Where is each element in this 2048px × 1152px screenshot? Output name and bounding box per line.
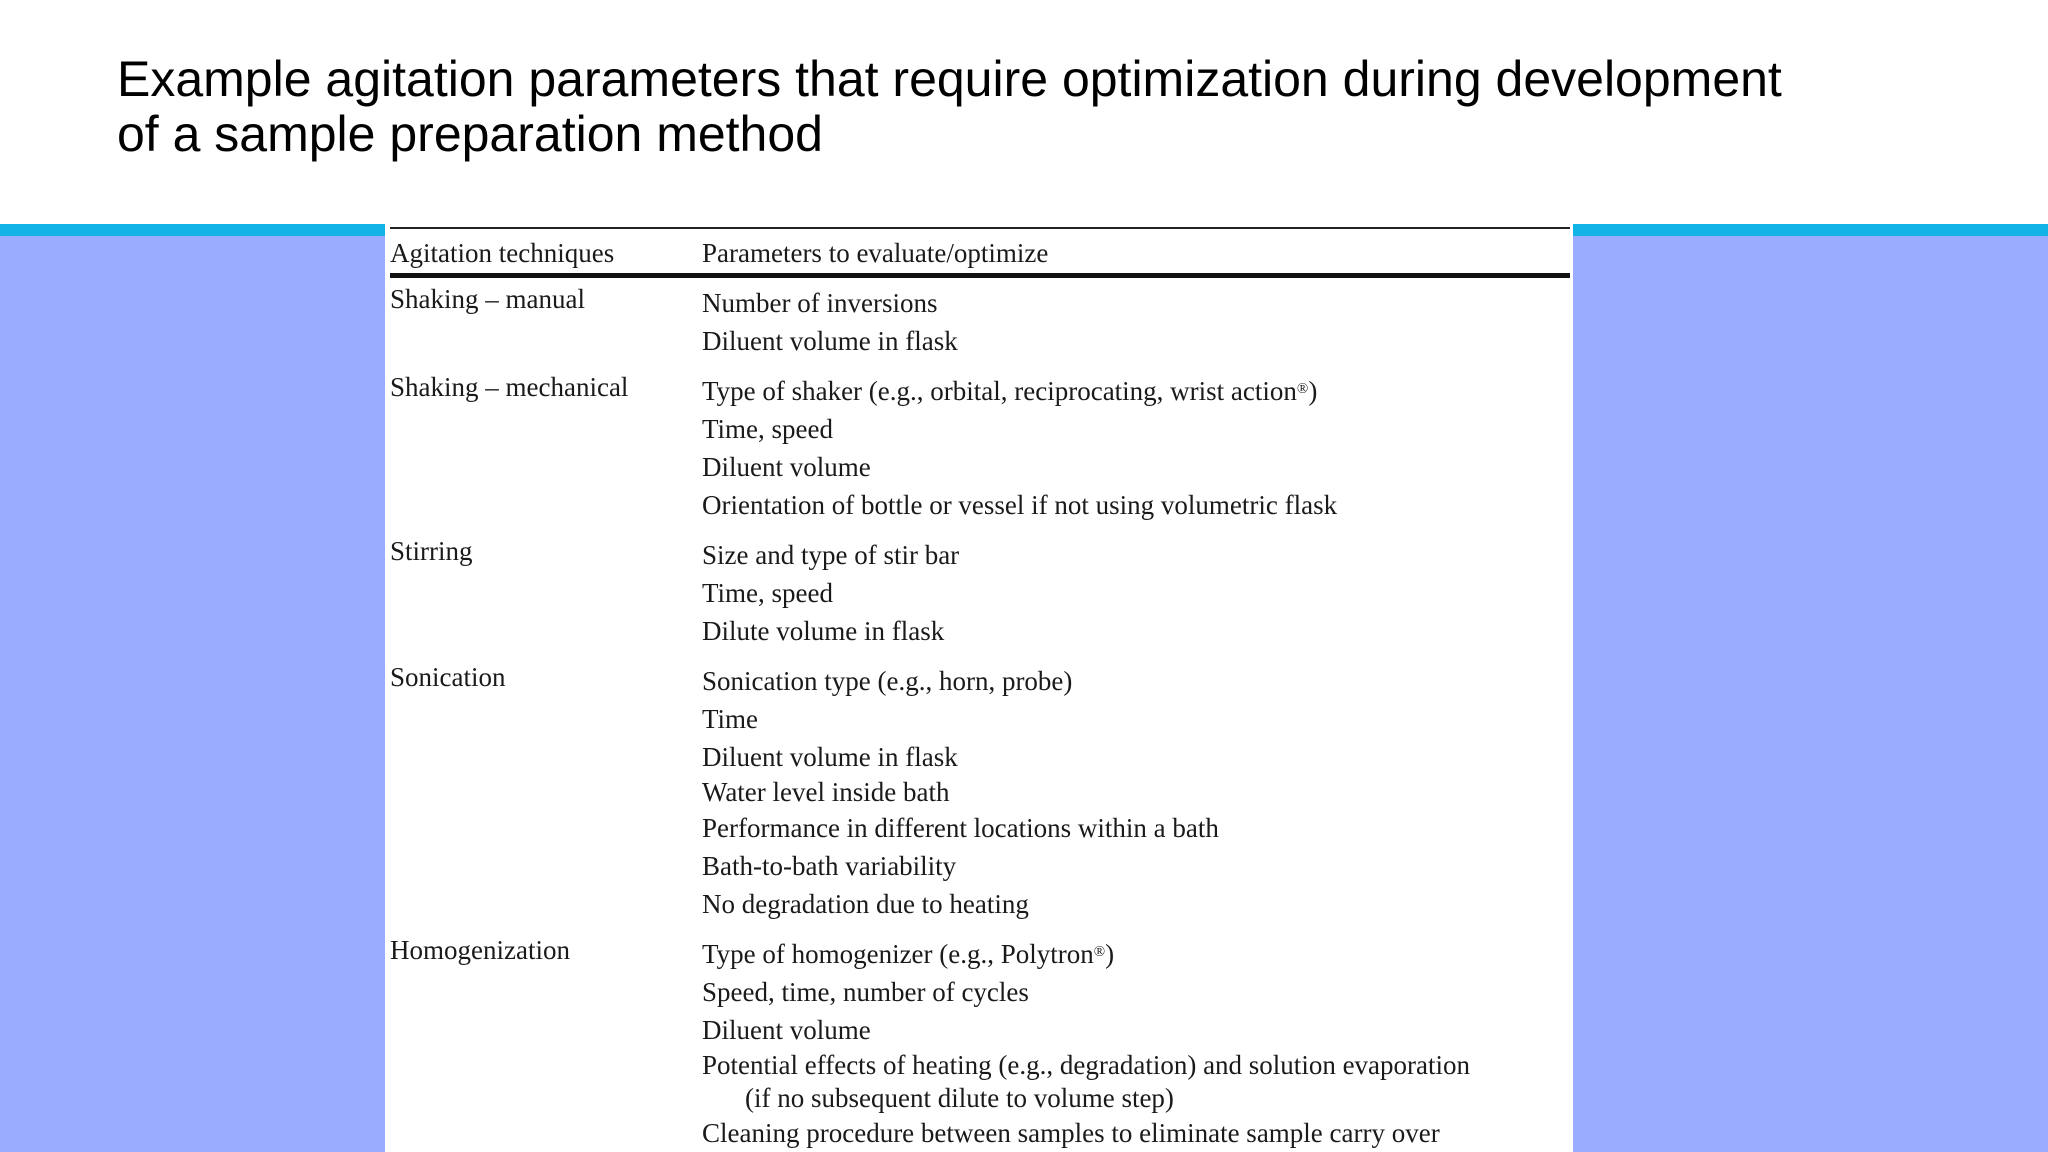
parameter-item: Time [702, 704, 759, 734]
parameter-item [702, 935, 1570, 973]
slide-title [117, 52, 1997, 162]
slide-title-line-2: of a sample preparation method [117, 106, 823, 162]
parameter-item: Diluent volume in flask [702, 742, 958, 772]
table-row [390, 366, 1570, 530]
parameter-item: Speed, time, number of cycles [702, 977, 1029, 1007]
parameter-item: Size and type of stir bar [702, 540, 960, 570]
parameter-item: Time, speed [702, 414, 834, 444]
technique-cell: Shaking – mechanical [390, 372, 629, 402]
technique-cell: Shaking – manual [390, 284, 585, 314]
parameter-item: Diluent volume in flask [702, 326, 958, 356]
agitation-parameters-table [390, 227, 1570, 1152]
table-header-row [390, 228, 1570, 276]
parameters-cell [702, 656, 1570, 929]
parameter-item-continued: (if no subsequent dilute to volume step) [745, 1083, 1174, 1113]
table-row [390, 276, 1570, 367]
registered-mark: ® [1093, 944, 1106, 960]
parameter-item: Number of inversions [702, 288, 938, 318]
slide-title-line-1: Example agitation parameters that require optimization during development [117, 51, 1782, 107]
table-row [390, 656, 1570, 929]
parameter-item: Sonication type (e.g., horn, probe) [702, 666, 1073, 696]
parameter-text-close: ) [1105, 939, 1115, 969]
parameter-item: Water level inside bath [702, 777, 950, 807]
header-parameters: Parameters to evaluate/optimize [702, 228, 1570, 276]
parameter-item: Bath-to-bath variability [702, 851, 957, 881]
parameters-cell [702, 276, 1570, 367]
parameters-cell [702, 530, 1570, 656]
parameter-item: Diluent volume [702, 1015, 871, 1045]
parameter-item: Time, speed [702, 578, 834, 608]
table-figure [385, 224, 1573, 1152]
parameter-text: Type of homogenizer (e.g., Polytron [702, 939, 1094, 969]
parameters-cell [702, 366, 1570, 530]
parameter-item: No degradation due to heating [702, 889, 1029, 919]
parameters-cell [702, 929, 1570, 1152]
parameter-text-close: ) [1308, 376, 1318, 406]
parameter-item: Performance in different locations within a bath [702, 813, 1219, 843]
table-row [390, 530, 1570, 656]
parameter-item: Diluent volume [702, 452, 871, 482]
table-row [390, 929, 1570, 1152]
parameter-item: Orientation of bottle or vessel if not using volumetric flask [702, 490, 1338, 520]
parameter-item: Dilute volume in flask [702, 616, 945, 646]
technique-cell: Homogenization [390, 935, 570, 965]
technique-cell: Stirring [390, 536, 473, 566]
technique-cell: Sonication [390, 662, 506, 692]
parameter-text: Type of shaker (e.g., orbital, reciprocating, wrist action [702, 376, 1297, 406]
header-agitation-techniques: Agitation techniques [390, 228, 702, 276]
parameter-item [702, 372, 1570, 410]
parameter-item: Cleaning procedure between samples to eliminate sample carry over [702, 1118, 1440, 1148]
parameter-item: Potential effects of heating (e.g., degradation) and solution evaporation [702, 1050, 1471, 1080]
registered-mark: ® [1296, 381, 1309, 397]
